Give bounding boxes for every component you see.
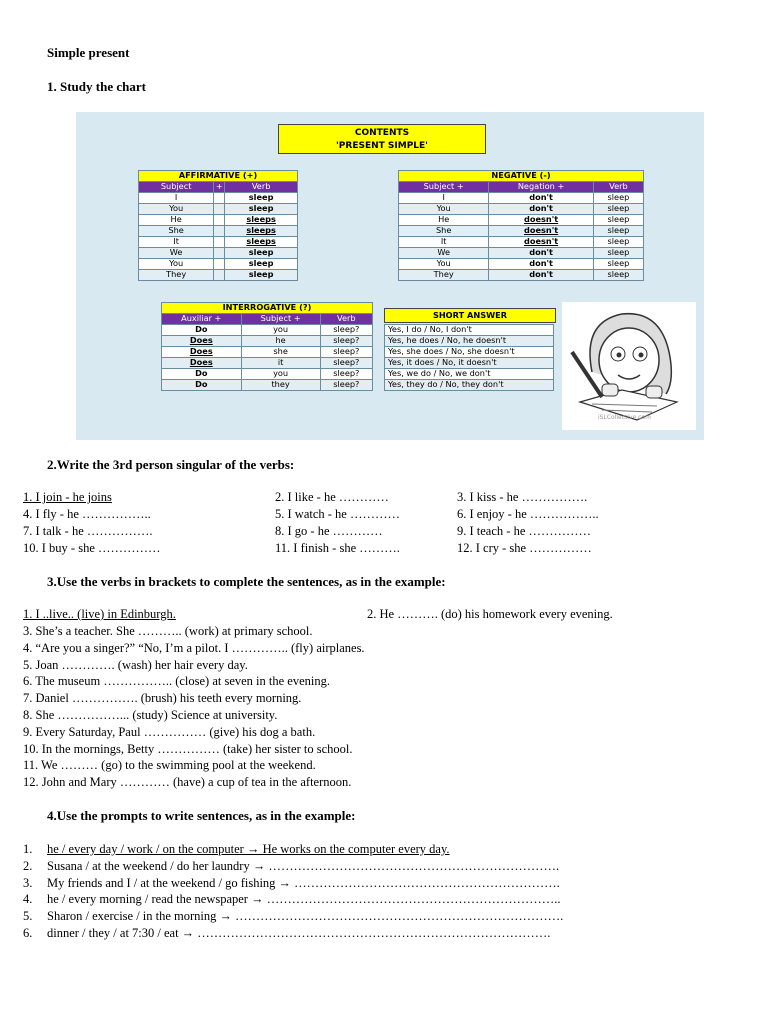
int-aux: Does: [162, 336, 242, 347]
ex4-number: 1.: [23, 842, 33, 856]
neg-verb: sleep: [593, 248, 643, 259]
neg-verb: sleep: [593, 226, 643, 237]
neg-verb: sleep: [593, 215, 643, 226]
ex3-item: 6. The museum …………….. (close) at seven in the evening.: [23, 674, 330, 689]
aff-subject: She: [139, 226, 214, 237]
int-subject: he: [241, 336, 320, 347]
aff-verb: sleep: [225, 259, 298, 270]
neg-row: [399, 226, 644, 237]
sa-row: [385, 358, 554, 369]
neg-negation: don't: [489, 193, 594, 204]
int-aux: Do: [162, 369, 242, 380]
int-row: [162, 358, 373, 369]
ex2-item: 2. I like - he …………: [275, 490, 389, 504]
neg-row: [399, 259, 644, 270]
aff-row: [139, 193, 298, 204]
aff-spacer: [214, 215, 225, 226]
ex4-prompt: he / every morning / read the newspaper → ……………………………………………………………..: [47, 892, 561, 907]
ex3-item: 5. Joan …………. (wash) her hair every day.: [23, 657, 248, 672]
aff-subject: We: [139, 248, 214, 259]
neg-verb: sleep: [593, 204, 643, 215]
neg-subject: We: [399, 248, 489, 259]
neg-row: [399, 215, 644, 226]
neg-h-subject: [399, 182, 489, 193]
section-2-heading: 2.Write the 3rd person singular of the verbs:: [47, 457, 295, 472]
ex3-item: 9. Every Saturday, Paul …………… (give) his dog a bath.: [23, 724, 316, 739]
ex2-item: 6. I enjoy - he ……………..: [457, 507, 599, 521]
ex3-item: 7. Daniel ……………. (brush) his teeth every morning.: [23, 691, 302, 706]
negative-table: [398, 170, 644, 281]
ex3-item-2: 2. He ………. (do) his homework every evening.: [367, 607, 613, 621]
neg-negation: don't: [489, 270, 594, 281]
girl-writing-illustration: [562, 302, 696, 430]
int-verb: sleep?: [320, 358, 372, 369]
neg-subject: You: [399, 204, 489, 215]
int-row: [162, 325, 373, 336]
aff-subject: I: [139, 193, 214, 204]
ex2-item: 12. I cry - she ……………: [457, 541, 592, 555]
ex4-number: 3.: [23, 875, 33, 890]
neg-subject: He: [399, 215, 489, 226]
ex3-item: 10. In the mornings, Betty …………… (take) her sister to school.: [23, 741, 353, 756]
sa-text: Yes, I do / No, I don't: [385, 325, 554, 336]
ex4-number: 5.: [23, 909, 33, 924]
ex4-prompt: he / every day / work / on the computer → He works on the computer every day.: [47, 842, 450, 856]
sa-text: Yes, we do / No, we don't: [385, 369, 554, 380]
neg-subject: It: [399, 237, 489, 248]
aff-subject: You: [139, 204, 214, 215]
int-aux: Does: [162, 347, 242, 358]
contents-subtitle: 'PRESENT SIMPLE': [336, 141, 428, 151]
aff-h-subject: Subject: [139, 182, 214, 193]
int-subject: you: [241, 325, 320, 336]
neg-h-negation: [489, 182, 594, 193]
neg-negation: don't: [489, 204, 594, 215]
short-answer-title: SHORT ANSWER: [384, 308, 556, 323]
int-aux: Do: [162, 380, 242, 391]
neg-h-subject-label: Subject: [423, 181, 455, 192]
ex2-item: 7. I talk - he …………….: [23, 524, 153, 538]
page-title: Simple present: [47, 45, 130, 60]
neg-verb: sleep: [593, 237, 643, 248]
ex2-item: 8. I go - he …………: [275, 524, 383, 538]
neg-h-verb: Verb: [593, 182, 643, 193]
aff-verb: sleep: [225, 193, 298, 204]
int-h-verb: Verb: [320, 314, 372, 325]
aff-verb: sleep: [225, 270, 298, 281]
section-3-heading: 3.Use the verbs in brackets to complete the sentences, as in the example:: [47, 574, 446, 589]
aff-subject: They: [139, 270, 214, 281]
int-verb: sleep?: [320, 347, 372, 358]
affirmative-title: AFFIRMATIVE (+): [139, 171, 298, 182]
image-credit: iSLCollective.com: [598, 414, 651, 421]
ex2-item: 10. I buy - she ……………: [23, 541, 161, 555]
neg-h-negation-label: Negation: [517, 181, 555, 192]
aff-row: [139, 237, 298, 248]
sa-row: [385, 380, 554, 391]
ex2-item: 3. I kiss - he …………….: [457, 490, 588, 504]
int-aux: Does: [162, 358, 242, 369]
contents-title: CONTENTS: [354, 128, 410, 138]
int-row: [162, 380, 373, 391]
neg-h-plus: +: [456, 181, 464, 192]
neg-row: [399, 237, 644, 248]
int-row: [162, 347, 373, 358]
int-subject: she: [241, 347, 320, 358]
int-verb: sleep?: [320, 336, 372, 347]
ex2-item: 9. I teach - he ……………: [457, 524, 591, 538]
ex2-item: 5. I watch - he …………: [275, 507, 400, 521]
grammar-chart-image: [76, 112, 704, 440]
int-subject: it: [241, 358, 320, 369]
ex3-item: 3. She’s a teacher. She ……….. (work) at primary school.: [23, 624, 313, 638]
neg-subject: They: [399, 270, 489, 281]
aff-verb: sleeps: [225, 215, 298, 226]
aff-subject: He: [139, 215, 214, 226]
neg-verb: sleep: [593, 193, 643, 204]
aff-verb: sleep: [225, 204, 298, 215]
ex4-number: 6.: [23, 926, 33, 940]
aff-spacer: [214, 259, 225, 270]
aff-verb: sleeps: [225, 237, 298, 248]
aff-verb: sleep: [225, 248, 298, 259]
int-h-subject: [241, 314, 320, 325]
int-verb: sleep?: [320, 380, 372, 391]
sa-text: Yes, they do / No, they don't: [385, 380, 554, 391]
neg-subject: You: [399, 259, 489, 270]
aff-verb: sleeps: [225, 226, 298, 237]
neg-row: [399, 270, 644, 281]
sa-text: Yes, he does / No, he doesn't: [385, 336, 554, 347]
ex3-item: 12. John and Mary ………… (have) a cup of tea in the afternoon.: [23, 775, 352, 790]
aff-row: [139, 204, 298, 215]
aff-spacer: [214, 193, 225, 204]
short-answer-table: [384, 324, 554, 391]
ex3-item-1: 1. I ..live.. (live) in Edinburgh.: [23, 607, 176, 621]
neg-h-plus-2: +: [557, 181, 565, 192]
section-4-heading: 4.Use the prompts to write sentences, as in the example:: [47, 808, 356, 823]
ex4-number: 2.: [23, 858, 33, 873]
ex4-prompt: Sharon / exercise / in the morning → …………………………………………………………………….: [47, 909, 564, 924]
sa-row: [385, 369, 554, 380]
int-h-aux: Auxiliar +: [162, 314, 242, 325]
affirmative-table: [138, 170, 298, 281]
aff-row: [139, 248, 298, 259]
int-h-subject-label: Subject: [260, 313, 292, 324]
aff-h-verb: Verb: [225, 182, 298, 193]
ex2-item: 11. I finish - she ……….: [275, 541, 400, 555]
aff-h-plus: +: [214, 182, 225, 193]
aff-row: [139, 259, 298, 270]
ex4-prompt: My friends and I / at the weekend / go fishing → ……………………………………………………….: [47, 875, 560, 890]
int-verb: sleep?: [320, 325, 372, 336]
neg-verb: sleep: [593, 270, 643, 281]
aff-row: [139, 215, 298, 226]
ex3-item: 4. “Are you a singer?” “No, I’m a pilot. I ………….. (fly) airplanes.: [23, 640, 365, 655]
aff-spacer: [214, 248, 225, 259]
ex4-prompt: Susana / at the weekend / do her laundry → …………………………………………………………….: [47, 858, 560, 873]
ex4-number: 4.: [23, 892, 33, 907]
section-1-heading: 1. Study the chart: [47, 79, 146, 94]
int-aux: Do: [162, 325, 242, 336]
neg-subject: She: [399, 226, 489, 237]
int-subject: you: [241, 369, 320, 380]
negative-title: NEGATIVE (-): [399, 171, 644, 182]
neg-row: [399, 204, 644, 215]
sa-row: [385, 336, 554, 347]
int-verb: sleep?: [320, 369, 372, 380]
aff-row: [139, 226, 298, 237]
neg-subject: I: [399, 193, 489, 204]
int-row: [162, 336, 373, 347]
aff-subject: You: [139, 259, 214, 270]
int-subject: they: [241, 380, 320, 391]
interrogative-title: INTERROGATIVE (?): [162, 303, 373, 314]
sa-text: Yes, she does / No, she doesn't: [385, 347, 554, 358]
neg-negation: doesn't: [489, 237, 594, 248]
neg-row: [399, 193, 644, 204]
neg-negation: don't: [489, 259, 594, 270]
ex3-item: 11. We ……… (go) to the swimming pool at the weekend.: [23, 758, 316, 773]
neg-negation: doesn't: [489, 215, 594, 226]
neg-negation: don't: [489, 248, 594, 259]
int-row: [162, 369, 373, 380]
contents-box: [278, 124, 486, 154]
aff-spacer: [214, 204, 225, 215]
aff-spacer: [214, 270, 225, 281]
neg-verb: sleep: [593, 259, 643, 270]
ex2-item: 4. I fly - he ……………..: [23, 507, 151, 521]
int-h-plus: +: [293, 313, 301, 324]
aff-spacer: [214, 226, 225, 237]
ex3-item: 8. She ……………... (study) Science at university.: [23, 708, 278, 722]
sa-row: [385, 347, 554, 358]
aff-row: [139, 270, 298, 281]
neg-negation: doesn't: [489, 226, 594, 237]
interrogative-table: [161, 302, 373, 391]
sa-text: Yes, it does / No, it doesn't: [385, 358, 554, 369]
ex2-item: 1. I join - he joins: [23, 490, 112, 504]
ex4-prompt: dinner / they / at 7:30 / eat → ………………………………………………………………………….: [47, 926, 551, 940]
sa-row: [385, 325, 554, 336]
aff-spacer: [214, 237, 225, 248]
neg-row: [399, 248, 644, 259]
aff-subject: It: [139, 237, 214, 248]
girl-drawing: [562, 302, 696, 430]
